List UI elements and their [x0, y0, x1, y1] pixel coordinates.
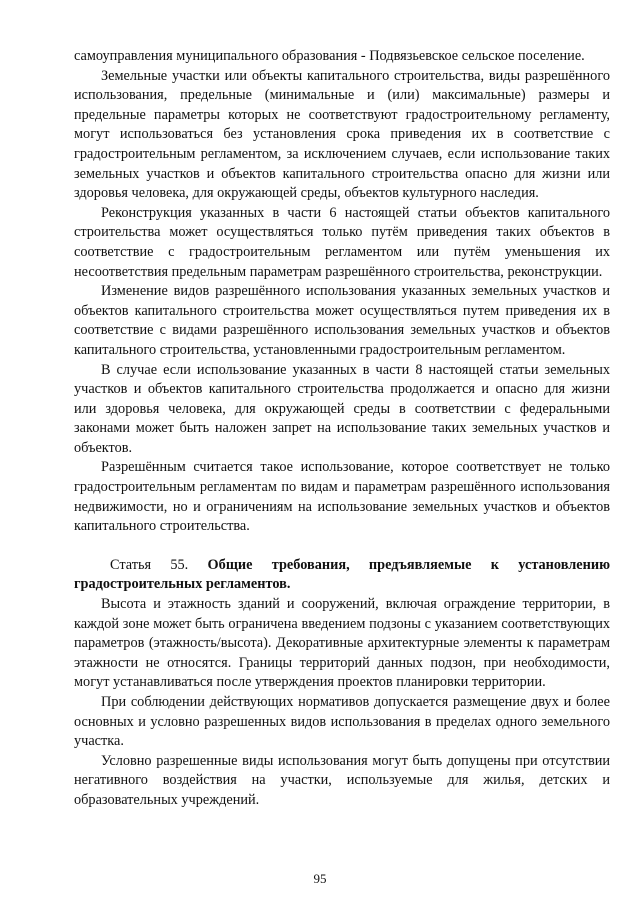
paragraph-multiple-uses: При соблюдении действующих нормативов допускается размещение двух и более основных и условно разрешенных видов использования в пределах одного земельного участка. — [74, 694, 610, 750]
article-heading — [74, 556, 610, 595]
article-number: Статья 55. — [110, 556, 189, 573]
paragraph-prohibition: В случае если использование указанных в части 8 настоящей статьи земельных участков и объектов капитального строительства продолжается и опасно для жизни или здоровья человека, для окружающей среды в соответствии с федеральными законами может быть наложен запрет на использование таких земельных участков и объектов. — [74, 361, 610, 456]
page-number: 95 — [313, 871, 327, 886]
paragraph-height-limits: Высота и этажность зданий и сооружений, включая ограждение территории, в каждой зоне может быть ограничена введением подзоны с указанием соответствующих параметров (этажность/высота). Декоративные архитектурные элементы к параметрам этажности не относятся. Границы территорий данных подзон, при необходимости, могут устанавливаться после утверждения проектов планировки территории. — [74, 596, 610, 691]
paragraph-conditional-uses: Условно разрешенные виды использования могут быть допущены при отсутствии негативного воздействия на участки, используемые для жилья, детских и образовательных учреждений. — [74, 752, 610, 808]
paragraph-land-plots-nonconforming: Земельные участки или объекты капитального строительства, виды разрешённого использования, предельные (минимальные и (или) максимальные) размеры и предельные параметры которых не соответствуют градостроительному регламенту, могут использоваться без установления срока приведения их в соответствие с градостроительным регламентом, за исключением случаев, если использование таких земельных участков и объектов капитального строительства опасно для жизни или здоровья человека, для окружающей среды, объектов культурного наследия. — [74, 67, 610, 202]
section-spacer — [74, 537, 610, 556]
paragraph-reconstruction: Реконструкция указанных в части 6 настоящей статьи объектов капитального строительства может осуществляться только путём приведения таких объектов в соответствие с градостроительным регламентом или путём уменьшения их несоответствия предельным параметрам разрешённого строительства, реконструкции. — [74, 204, 610, 280]
paragraph-change-of-use: Изменение видов разрешённого использования указанных земельных участков и объектов капитального строительства может осуществляться путем приведения их в соответствие с видами разрешённого использования земельных участков и объектов капитального строительства, установленными градостроительным регламентом. — [74, 283, 610, 358]
article-title: Общие требования, предъявляемые к установлению градостроительных регламентов. — [74, 556, 610, 593]
document-page — [74, 47, 610, 811]
paragraph-continuation: самоуправления муниципального образования - Подвязьевское сельское поселение. — [74, 48, 585, 64]
paragraph-permitted-use: Разрешённым считается такое использование, которое соответствует не только градостроительным регламентам по видам и параметрам разрешённого использования недвижимости, но и ограничениям на использование земельных участков и объектов капитального строительства. — [74, 459, 610, 535]
